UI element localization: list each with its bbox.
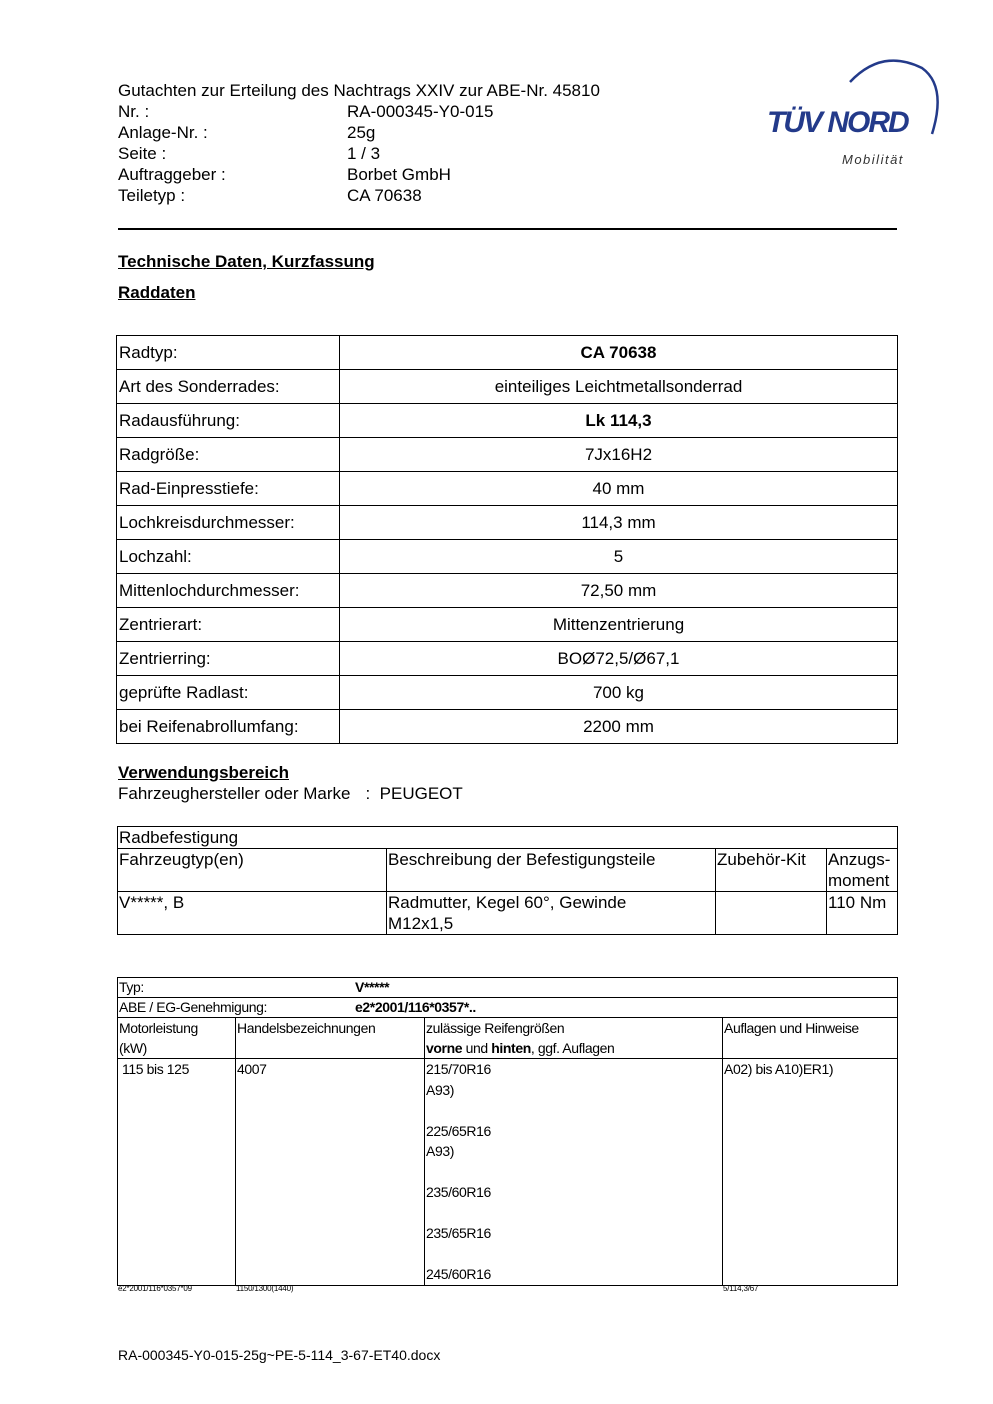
raddaten-value: 72,50 mm <box>340 574 898 608</box>
tuev-nord-logo <box>762 56 942 171</box>
cell-reifengroessen <box>425 1059 723 1286</box>
raddaten-value: einteiliges Leichtmetallsonderrad <box>340 370 898 404</box>
raddaten-label: Radausführung: <box>117 404 340 438</box>
cell-anzugsmoment: 110 Nm <box>827 892 898 935</box>
header-reifengroessen: zulässige Reifengrößen vorne und hinten, ggf. Auflagen <box>425 1018 723 1059</box>
table-row <box>118 998 898 1018</box>
section-raddaten: Raddaten <box>118 283 196 302</box>
typ-label: Typ: <box>119 979 144 995</box>
raddaten-value: BOØ72,5/Ø67,1 <box>340 642 898 676</box>
hersteller-separator: : <box>365 784 371 803</box>
raddaten-label: Lochzahl: <box>117 540 340 574</box>
raddaten-value: Lk 114,3 <box>340 404 898 438</box>
section-technische-daten: Technische Daten, Kurzfassung <box>118 252 375 271</box>
cell-zubehoer <box>716 892 827 935</box>
raddaten-label: Radtyp: <box>117 336 340 370</box>
tire-size: 225/65R16 <box>426 1122 491 1139</box>
raddaten-value: 5 <box>340 540 898 574</box>
table-row <box>118 978 898 998</box>
verwendungsbereich-block <box>118 762 463 804</box>
raddaten-value: 700 kg <box>340 676 898 710</box>
document-header <box>118 80 600 206</box>
hersteller-line <box>118 783 463 804</box>
table-row <box>117 642 898 676</box>
logo-subtitle: Mobilität <box>842 152 904 167</box>
header-zubehoer: Zubehör-Kit <box>716 849 827 892</box>
typ-table <box>117 977 898 1286</box>
abe-label: ABE / EG-Genehmigung: <box>119 999 268 1015</box>
document-title: Gutachten zur Erteilung des Nachtrags XXIV zur ABE-Nr. 45810 <box>118 81 600 100</box>
header-field-teiletyp: Teiletyp : CA 70638 <box>118 186 422 205</box>
table-row <box>117 370 898 404</box>
raddaten-value: Mittenzentrierung <box>340 608 898 642</box>
raddaten-label: Lochkreisdurchmesser: <box>117 506 340 540</box>
table-row <box>117 676 898 710</box>
table-row <box>117 404 898 438</box>
tire-note: A93) <box>426 1143 454 1159</box>
raddaten-label: Art des Sonderrades: <box>117 370 340 404</box>
hersteller-label: Fahrzeughersteller oder Marke <box>118 784 351 803</box>
table-row <box>118 827 898 849</box>
raddaten-label: geprüfte Radlast: <box>117 676 340 710</box>
raddaten-label: Zentrierart: <box>117 608 340 642</box>
abe-value: e2*2001/116*0357*.. <box>355 999 476 1015</box>
typ-row <box>118 978 898 998</box>
raddaten-label: Mittenlochdurchmesser: <box>117 574 340 608</box>
cell-motorleistung: 115 bis 125 <box>118 1059 236 1286</box>
cell-fahrzeugtyp: V*****, B <box>118 892 387 935</box>
table-row <box>118 892 898 935</box>
raddaten-value: CA 70638 <box>340 336 898 370</box>
cell-handelsbezeichnung: 4007 <box>236 1059 425 1286</box>
logo-brand: TÜV NORD <box>767 106 908 139</box>
tire-size: 245/60R16 <box>426 1266 491 1282</box>
table-row <box>118 1059 898 1286</box>
header-motorleistung: Motorleistung (kW) <box>118 1018 236 1059</box>
header-handelsbezeichnungen: Handelsbezeichnungen <box>236 1018 425 1059</box>
header-auflagen: Auflagen und Hinweise <box>723 1018 898 1059</box>
footnote-weights: 1150/1300(1440) <box>236 1284 294 1293</box>
table-row <box>117 574 898 608</box>
abe-row <box>118 998 898 1018</box>
footer-filename: RA-000345-Y0-015-25g~PE-5-114_3-67-ET40.docx <box>118 1347 441 1363</box>
raddaten-label: bei Reifenabrollumfang: <box>117 710 340 744</box>
table-header-row <box>118 1018 898 1059</box>
raddaten-label: Rad-Einpresstiefe: <box>117 472 340 506</box>
radbefestigung-table <box>117 826 898 935</box>
hersteller-value: PEUGEOT <box>379 784 463 803</box>
radbefestigung-title: Radbefestigung <box>118 827 898 849</box>
cell-beschreibung: Radmutter, Kegel 60°, Gewinde M12x1,5 <box>387 892 716 935</box>
section-verwendungsbereich: Verwendungsbereich <box>118 763 289 782</box>
table-row <box>117 608 898 642</box>
tire-size: 215/70R16 <box>426 1061 491 1077</box>
table-row <box>117 506 898 540</box>
table-row <box>117 710 898 744</box>
footnote-approval: e2*2001/116*0357*09 <box>118 1284 192 1293</box>
raddaten-value: 7Jx16H2 <box>340 438 898 472</box>
tire-size: 235/65R16 <box>426 1225 491 1241</box>
header-field-seite: Seite : 1 / 3 <box>118 144 381 163</box>
footnote-hub: 5/114,3/67 <box>723 1284 759 1293</box>
header-field-anlage: Anlage-Nr. : 25g <box>118 123 376 142</box>
tire-note: A93) <box>426 1081 454 1098</box>
raddaten-value: 2200 mm <box>340 710 898 744</box>
raddaten-value: 40 mm <box>340 472 898 506</box>
header-anzugsmoment: Anzugs- moment <box>827 849 898 892</box>
table-header-row <box>118 849 898 892</box>
raddaten-label: Zentrierring: <box>117 642 340 676</box>
header-divider <box>118 228 897 230</box>
cell-auflagen: A02) bis A10)ER1) <box>723 1059 898 1286</box>
header-field-auftraggeber: Auftraggeber : Borbet GmbH <box>118 165 451 184</box>
table-row <box>117 438 898 472</box>
typ-value: V***** <box>355 979 390 995</box>
header-fahrzeugtyp: Fahrzeugtyp(en) <box>118 849 387 892</box>
header-beschreibung: Beschreibung der Befestigungsteile <box>387 849 716 892</box>
raddaten-table <box>116 335 898 744</box>
tire-size: 235/60R16 <box>426 1184 491 1200</box>
table-row <box>117 336 898 370</box>
table-row <box>117 540 898 574</box>
raddaten-value: 114,3 mm <box>340 506 898 540</box>
header-field-nr: Nr. : RA-000345-Y0-015 <box>118 102 494 121</box>
table-row <box>117 472 898 506</box>
raddaten-label: Radgröße: <box>117 438 340 472</box>
